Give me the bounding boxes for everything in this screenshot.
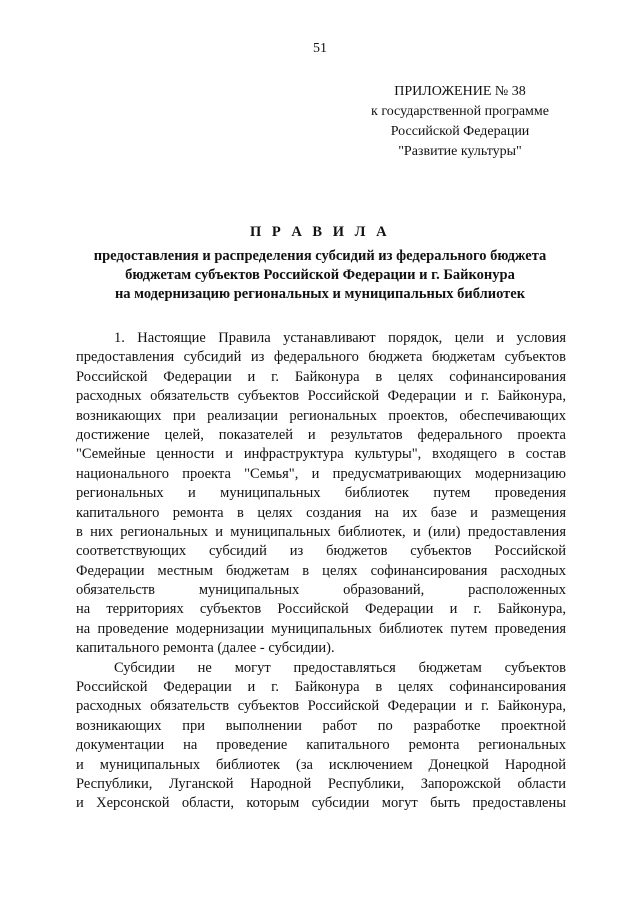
text-line: капитального ремонта (далее - субсидии). <box>76 640 335 657</box>
subtitle-line: предоставления и распределения субсидий из федерального бюджета <box>93 248 547 264</box>
paragraph-2 <box>76 659 566 814</box>
text-line: достижение целей, показателей и результатов федерального проекта <box>76 426 566 443</box>
document-title: П Р А В И Л А <box>249 224 391 240</box>
text-line: Субсидии не могут предоставляться бюджетам субъектов <box>114 659 566 676</box>
text-line: Российской Федерации и г. Байконура в целях софинансирования <box>76 679 566 696</box>
text-line: региональных и муниципальных библиотек путем проведения <box>76 485 566 502</box>
text-line: и муниципальных библиотек (за исключением Донецкой Народной <box>76 756 566 773</box>
appendix-block <box>330 82 590 162</box>
text-line: национального проекта "Семья", и предусматривающих модернизацию <box>76 465 566 482</box>
text-line: обязательств муниципальных образований, расположенных <box>76 582 566 599</box>
text-line: 1. Настоящие Правила устанавливают порядок, цели и условия <box>114 330 566 346</box>
text-line: возникающих при выполнении работ по разработке проектной <box>76 717 566 734</box>
subtitle-line: на модернизацию региональных и муниципальных библиотек <box>114 286 526 302</box>
text-line: Республики, Луганской Народной Республики, Запорожской области <box>76 775 566 792</box>
text-line: предоставления субсидий из федерального бюджета бюджетам субъектов <box>76 349 566 366</box>
text-line: документации на проведение капитального ремонта региональных <box>76 737 566 754</box>
text-line: расходных обязательств субъектов Российской Федерации и г. Байконура, <box>76 388 566 405</box>
appendix-line: Российской Федерации <box>390 124 530 139</box>
text-line: "Семейные ценности и инфраструктура культуры", входящего в состав <box>76 446 566 463</box>
paragraph-1 <box>76 329 566 659</box>
document-body <box>76 329 566 814</box>
appendix-title: ПРИЛОЖЕНИЕ № 38 <box>394 84 526 99</box>
page-number: 51 <box>313 41 327 56</box>
text-line: и Херсонской области, которым субсидии могут быть предоставлены <box>76 795 566 812</box>
subtitle-line: бюджетам субъектов Российской Федерации и г. Байконура <box>125 267 515 283</box>
appendix-line: "Развитие культуры" <box>398 144 522 159</box>
text-line: капитального ремонта в целях создания на их базе и размещения <box>76 504 566 521</box>
text-line: Федерации местным бюджетам в целях софинансирования расходных <box>76 562 566 579</box>
text-line: на проведение модернизации муниципальных библиотек путем проведения <box>76 620 566 637</box>
appendix-line: к государственной программе <box>371 104 549 119</box>
text-line: Российской Федерации и г. Байконура в целях софинансирования <box>76 368 566 385</box>
text-line: соответствующих субсидий из бюджетов субъектов Российской <box>76 543 566 560</box>
document-subtitle <box>60 247 580 304</box>
text-line: на территориях субъектов Российской Федерации и г. Байконура, <box>76 601 566 618</box>
text-line: расходных обязательств субъектов Российской Федерации и г. Байконура, <box>76 698 566 715</box>
text-line: в них региональных и муниципальных библиотек, и (или) предоставления <box>76 523 566 540</box>
text-line: возникающих при реализации региональных проектов, обеспечивающих <box>76 407 566 424</box>
